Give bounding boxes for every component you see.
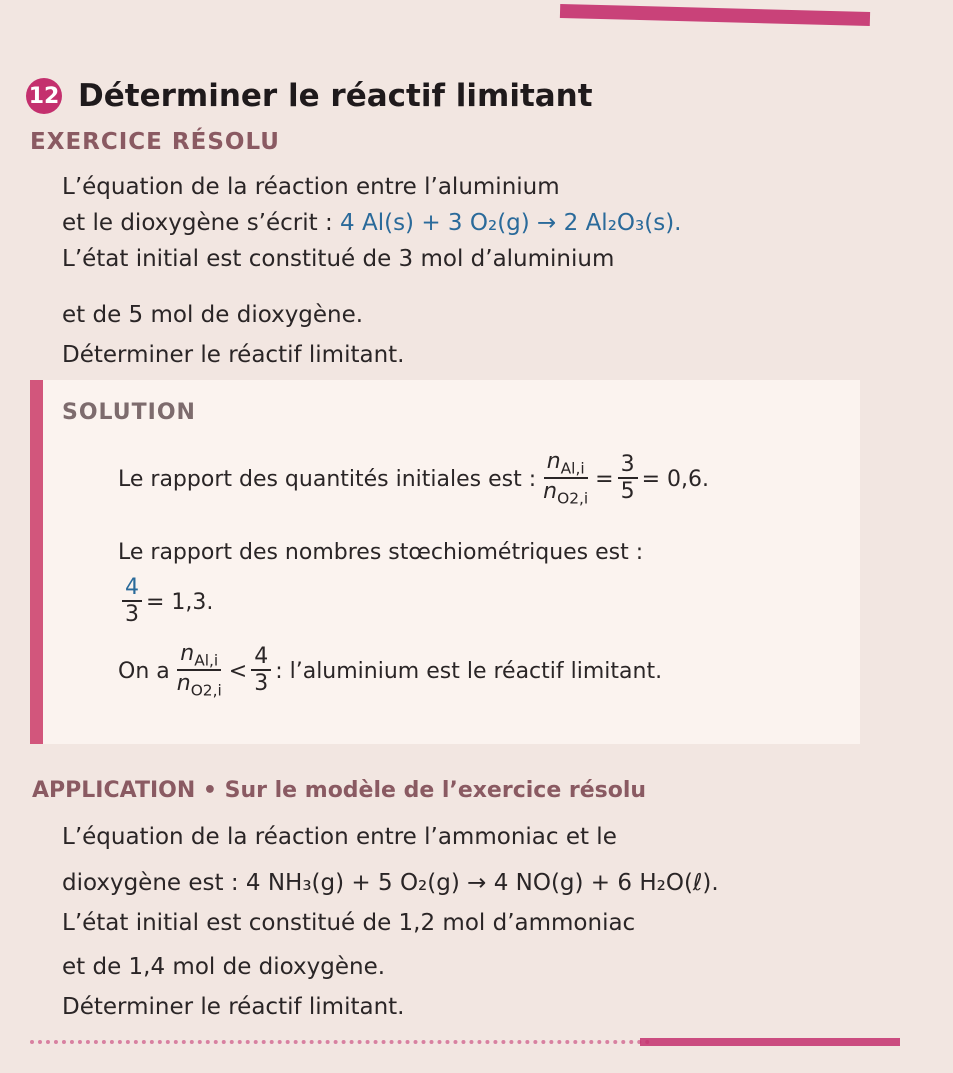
application-equation: 4 NH₃(g) + 5 O₂(g) → 4 NO(g) + 6 H₂O(ℓ). — [245, 870, 719, 896]
exercise-label: EXERCICE RÉSOLU — [30, 129, 280, 155]
n-o2-symbol: n — [543, 479, 558, 505]
solution-line-1 — [118, 450, 709, 508]
application-heading: APPLICATION • Sur le modèle de l’exercice résolu — [32, 778, 647, 803]
solution-line-4-prefix: On a — [118, 658, 170, 684]
fraction-4-3-b-num: 4 — [251, 645, 271, 671]
solution-line-4-suffix: : l’aluminium est le réactif limitant. — [275, 658, 663, 684]
solution-line-2: Le rapport des nombres stœchiométriques est : — [118, 540, 644, 565]
n-al-subscript: Al,i — [560, 459, 585, 478]
result-1-3: = 1,3. — [146, 589, 214, 615]
solution-box — [30, 380, 860, 744]
fraction-4-3-b — [251, 645, 271, 698]
fraction-3-5-num: 3 — [618, 453, 638, 479]
solution-line-4 — [118, 642, 662, 700]
application-line-2-text: dioxygène est : — [62, 870, 246, 896]
bottom-dotted-separator — [30, 1040, 650, 1044]
exercise-number-badge: 12 — [26, 78, 62, 114]
fraction-4-3-b-den: 3 — [254, 671, 269, 696]
less-than-sign: < — [228, 658, 248, 684]
exercise-line-3: L’état initial est constitué de 3 mol d’aluminium — [62, 246, 615, 272]
n-o2-subscript-2: O2,i — [190, 681, 222, 700]
application-line-1: L’équation de la réaction entre l’ammoniac et le — [62, 824, 617, 850]
exercise-equation: 4 Al(s) + 3 O₂(g) → 2 Al₂O₃(s). — [340, 210, 682, 236]
solution-accent-bar — [30, 380, 43, 744]
exercise-line-5: Déterminer le réactif limitant. — [62, 342, 405, 368]
application-line-3: L’état initial est constitué de 1,2 mol d’ammoniac — [62, 910, 636, 936]
decorative-bottom-bar — [640, 1038, 900, 1046]
n-o2-subscript: O2,i — [557, 489, 589, 508]
solution-line-3 — [118, 576, 213, 629]
exercise-line-2-text: et le dioxygène s’écrit : — [62, 210, 341, 236]
ratio-initial-quantities-2 — [174, 642, 225, 700]
exercise-line-2 — [62, 208, 681, 239]
n-al-symbol: n — [546, 449, 561, 474]
application-line-5: Déterminer le réactif limitant. — [62, 994, 405, 1020]
n-al-subscript-2: Al,i — [194, 651, 219, 670]
result-0-6: = 0,6. — [641, 466, 710, 492]
n-al-symbol-2: n — [180, 641, 195, 666]
fraction-4-3-num: 4 — [122, 576, 142, 602]
fraction-3-5-den: 5 — [620, 479, 635, 504]
exercise-title: Déterminer le réactif limitant — [78, 78, 593, 114]
application-line-4: et de 1,4 mol de dioxygène. — [62, 954, 386, 980]
exercise-header — [26, 78, 593, 114]
solution-line-1-text: Le rapport des quantités initiales est : — [118, 466, 537, 492]
solution-label: SOLUTION — [62, 400, 196, 425]
fraction-3-5 — [618, 453, 638, 506]
n-o2-symbol-2: n — [176, 671, 191, 697]
application-line-2 — [62, 868, 719, 899]
equals-sign: = — [595, 466, 614, 492]
exercise-line-1: L’équation de la réaction entre l’aluminium — [62, 174, 560, 200]
exercise-line-4: et de 5 mol de dioxygène. — [62, 302, 364, 328]
ratio-initial-quantities — [540, 450, 591, 508]
fraction-4-3-den: 3 — [125, 602, 139, 628]
fraction-4-3 — [122, 576, 142, 629]
decorative-top-bar — [560, 4, 870, 26]
